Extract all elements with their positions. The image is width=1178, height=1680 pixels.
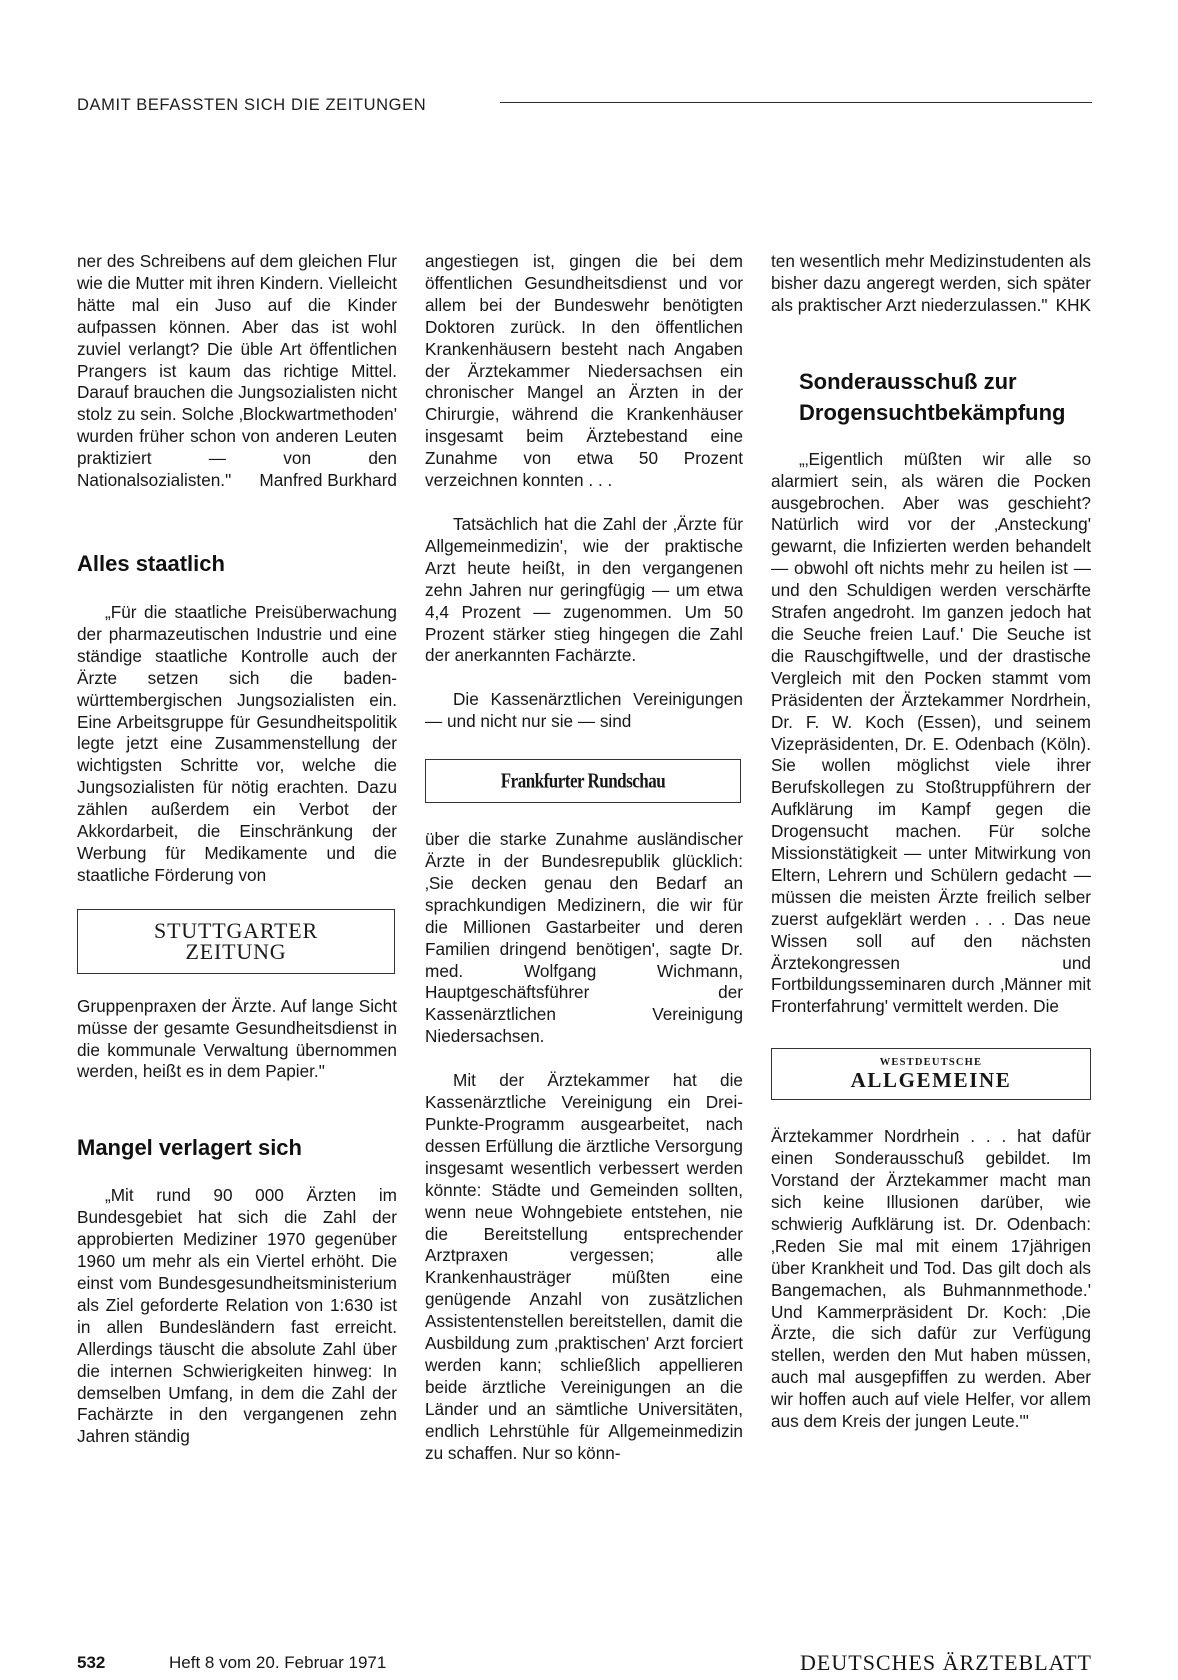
paragraph: Die Kassenärztlichen Vereinigungen — und nicht nur sie — sind (425, 689, 743, 732)
paragraph: ten wesentlich mehr Medizinstudenten als bisher dazu angeregt werden, sich später als praktischer Arzt niederzulassen." KHK (771, 251, 1091, 315)
header-rule (500, 102, 1092, 103)
paragraph: Tatsächlich hat die Zahl der ‚Ärzte für Allgemeinmedizin', wie der praktische Arzt heute heißt, in den vergangenen zehn Jahren nur geringfügig — um etwa 4,4 Prozent — zugenommen. Um 50 Prozent stärker stieg hingegen die Zahl der anerkannten Fachärzte. (425, 513, 743, 666)
masthead-line: ZEITUNG (185, 939, 287, 965)
page-number: 532 (77, 1653, 106, 1672)
paragraph: „Mit rund 90 000 Ärzten im Bundesgebiet hat sich die Zahl der approbierten Mediziner 1970 gegenüber 1960 um mehr als ein Viertel erhöht. Die einst vom Bundesgesundheitsministerium als Ziel geforderte Relation von 1:630 ist in allen Bundesländern fast erreicht. Allerdings täuscht die absolute Zahl über die internen Schwierigkeiten hinweg: In demselben Umfang, in dem die Zahl der Fachärzte in den vergangenen zehn Jahren ständig (77, 1185, 397, 1447)
masthead-stuttgarter-zeitung (77, 909, 395, 974)
masthead-westdeutsche-allgemeine (771, 1048, 1091, 1100)
section-title: DAMIT BEFASSTEN SICH DIE ZEITUNGEN (77, 96, 427, 114)
masthead-frankfurter-rundschau (425, 759, 741, 803)
paragraph: Mit der Ärztekammer hat die Kassenärztliche Vereinigung ein Drei-Punkte-Programm ausgearbeitet, nach dessen Erfüllung die ärztliche Versorgung insgesamt wesentlich verbessert werden könnte: Städte und Gemeinden sollten, wenn neue Wohngebiete entstehen, nie die Bereitstellung entsprechender Arztpraxen vergessen; alle Krankenhausträger müßten eine genügende Anzahl von zusätzlichen Assistentenstellen bereitstellen, damit die Ausbildung zum ‚praktischen' Arzt forciert werden kann; schließlich appellieren beide ärztliche Vereinigungen an die Länder und an sämtliche Universitäten, endlich Lehrstühle für Allgemeinmedizin zu schaffen. Nur so könn- (425, 1070, 743, 1463)
page-footer (77, 1650, 1092, 1677)
masthead-text: ALLGEMEINE (850, 1068, 1012, 1093)
issue-info: Heft 8 vom 20. Februar 1971 (169, 1653, 387, 1672)
author-signature: Manfred Burkhard (259, 470, 397, 491)
paragraph: „‚Eigentlich müßten wir alle so alarmiert sein, als wären die Pocken ausgebrochen. Aber was geschieht? Natürlich wird vor der ‚Ansteckung' gewarnt, die Infizierten werden behandelt — obwohl oft nichts mehr zu heilen ist — und den Schuldigen werden verschärfte Strafen angedroht. Im ganzen jedoch hat die Seuche freien Lauf.' Die Seuche ist die Rauschgiftwelle, und der drastische Vergleich mit den Pocken stammt vom Präsidenten der Ärztekammer Nordrhein, Dr. F. W. Koch (Essen), und seinem Vizepräsidenten, Dr. E. Odenbach (Köln). Sie wollen möglichst viele ihrer Berufskollegen zu Stoßtruppführern der Aufklärung im Kampf gegen die Drogensucht machen. Für solche Missionstätigkeit — unter Mitwirkung von Eltern, Lehrern und Schülern gedacht — müssen die meisten Ärzte freilich selber zuerst aufgeklärt werden . . . Das neue Wissen soll auf den nächsten Ärztekongressen und Fortbildungsseminaren durch ‚Männer mit Fronterfahrung' vermittelt werden. Die (771, 448, 1091, 1017)
paragraph: Gruppenpraxen der Ärzte. Auf lange Sicht müsse der gesamte Gesundheitsdienst in die kommunale Verwaltung übernommen werden, heißt es in dem Papier." (77, 995, 397, 1082)
paragraph: „Für die staatliche Preisüberwachung der pharmazeutischen Industrie und eine ständige staatliche Kontrolle auch der Ärzte setzen sich die baden-württembergischen Jungsozialisten ein. Eine Arbeitsgruppe für Gesundheitspolitik legte jetzt eine Zusammenstellung der wichtigsten Schritte vor, welche die Jungsozialisten für nötig erachten. Dazu zählen außerdem ein Verbot der Akkordarbeit, die Einschränkung der Werbung für Medikamente und die staatliche Förderung von (77, 601, 397, 885)
author-signature: KHK (1055, 294, 1091, 315)
paragraph: über die starke Zunahme ausländischer Ärzte in der Bundesrepublik glücklich: ‚Sie decken genau den Bedarf an sprachkundigen Medizinern, die wir für die Millionen Gastarbeiter und deren Familien dringend benötigen', sagte Dr. med. Wolfgang Wichmann, Hauptgeschäftsführer der Kassenärztlichen Vereinigung Niedersachsen. (425, 829, 743, 1047)
running-header (77, 96, 1092, 120)
masthead-text: Frankfurter Rundschau (500, 768, 666, 793)
paragraph: Ärztekammer Nordrhein . . . hat dafür einen Sonderausschuß gebildet. Im Vorstand der Ärztekammer macht man sich keine Illusionen darüber, wie schwierig Aufklärung ist. Dr. Odenbach: ‚Reden Sie mal mit einem 17jährigen über Krankheit und Tod. Das gilt doch als Bangemachen, als Buhmannmethode.' Und Kammerpräsident Dr. Koch: ‚Die Ärzte, die sich dafür zur Verfügung stellen, werden den Mut haben müssen, auch mal ausgepfiffen zu werden. Aber wir hoffen auch auf viele Helfer, vor allem aus dem Kreis der jungen Leute.'" (771, 1126, 1091, 1432)
paragraph: angestiegen ist, gingen die bei dem öffentlichen Gesundheitsdienst und vor allem bei der Bundeswehr benötigten Doktoren zurück. In den öffentlichen Krankenhäusern besteht nach Angaben der Ärztekammer Niedersachsen ein chronischer Mangel an Ärzten in der Chirurgie, während die Krankenhäuser insgesamt beim Ärztebestand eine Zunahme von etwa 50 Prozent verzeichnen konnten . . . (425, 251, 743, 491)
column-1 (77, 251, 397, 1448)
column-2 (425, 251, 743, 1465)
article-heading: Sonderausschuß zur Drogensuchtbekämpfung (799, 368, 1066, 425)
masthead-kicker: WESTDEUTSCHE (879, 1057, 983, 1069)
journal-name: DEUTSCHES ÄRZTEBLATT (800, 1650, 1092, 1675)
masthead-line: STUTTGARTER (154, 918, 318, 944)
article-heading: Mangel verlagert sich (77, 1135, 302, 1161)
column-3 (771, 251, 1091, 1433)
paragraph: ner des Schreibens auf dem gleichen Flur wie die Mutter mit ihren Kindern. Vielleicht hätte mal ein Juso auf die Kinder aufpassen können. Aber das ist wohl zuviel verlangt? Die üble Art öffentlichen Prangers ist kaum das richtige Mittel. Darauf brauchen die Jungsozialisten nicht stolz zu sein. Solche ‚Blockwartmethoden' wurden früher schon von anderen Leuten praktiziert — von den Nationalsozialisten." Manfred Burkhard (77, 251, 397, 491)
article-heading: Alles staatlich (77, 550, 225, 576)
